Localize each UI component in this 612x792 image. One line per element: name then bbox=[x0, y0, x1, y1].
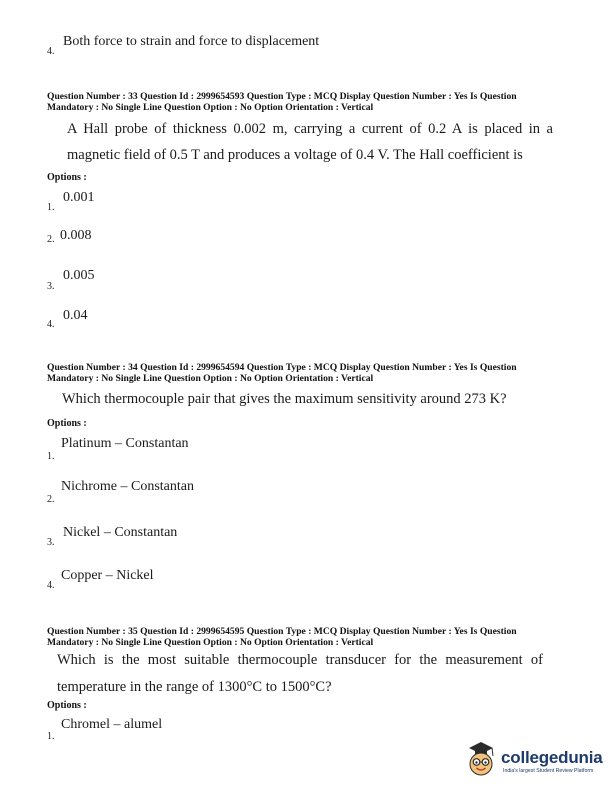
question-33-option-1-text: 0.001 bbox=[63, 190, 95, 205]
question-34-option-1-number: 1. bbox=[47, 451, 55, 462]
question-34-meta: Question Number : 34 Question Id : 2999654594 Question Type : MCQ Display Question Number : Yes Is Question Mandatory : No Single Line Question Option : No Option Orientation : Vertical bbox=[47, 362, 517, 384]
brand-name: collegedunia bbox=[501, 748, 603, 767]
question-34-option-3-number: 3. bbox=[47, 537, 55, 548]
prev-option-4-number: 4. bbox=[47, 46, 55, 57]
question-34-option-2-text: Nichrome – Constantan bbox=[61, 479, 194, 494]
question-33-option-2-number: 2. bbox=[47, 234, 55, 245]
question-33-option-4-text: 0.04 bbox=[63, 308, 88, 323]
question-33-options-label: Options : bbox=[47, 172, 87, 183]
question-35-options-label: Options : bbox=[47, 700, 87, 711]
question-33-option-1-number: 1. bbox=[47, 202, 55, 213]
mascot-icon bbox=[463, 739, 499, 779]
question-33-text-line2: magnetic field of 0.5 T and produces a voltage of 0.4 V. The Hall coefficient is bbox=[67, 147, 523, 163]
question-35-meta: Question Number : 35 Question Id : 2999654595 Question Type : MCQ Display Question Number : Yes Is Question Mandatory : No Single Line Question Option : No Option Orientation : Vertical bbox=[47, 626, 517, 648]
question-33-meta: Question Number : 33 Question Id : 2999654593 Question Type : MCQ Display Question Number : Yes Is Question Mandatory : No Single Line Question Option : No Option Orientation : Vertical bbox=[47, 91, 517, 113]
question-34-option-4-text: Copper – Nickel bbox=[61, 568, 154, 583]
question-34-option-1-text: Platinum – Constantan bbox=[61, 436, 189, 451]
question-34-option-4-number: 4. bbox=[47, 580, 55, 591]
question-33-option-4-number: 4. bbox=[47, 319, 55, 330]
question-33-text-line1: A Hall probe of thickness 0.002 m, carrying a current of 0.2 A is placed in a bbox=[67, 121, 553, 137]
question-35-text-line2: temperature in the range of 1300°C to 1500°C? bbox=[57, 679, 332, 695]
prev-option-4-text: Both force to strain and force to displacement bbox=[63, 34, 320, 49]
question-34-option-3-text: Nickel – Constantan bbox=[63, 525, 178, 540]
question-34-options-label: Options : bbox=[47, 418, 87, 429]
question-33-option-3-text: 0.005 bbox=[63, 268, 95, 283]
question-35-option-1-text: Chromel – alumel bbox=[61, 717, 163, 732]
collegedunia-watermark bbox=[463, 735, 603, 783]
question-34-text: Which thermocouple pair that gives the maximum sensitivity around 273 K? bbox=[62, 391, 507, 407]
question-33-option-2-text: 0.008 bbox=[60, 228, 92, 243]
question-35-text-line1: Which is the most suitable thermocouple transducer for the measurement of bbox=[57, 652, 543, 668]
question-34-option-2-number: 2. bbox=[47, 494, 55, 505]
brand-tagline: India's largest Student Review Platform bbox=[503, 768, 594, 774]
question-35-option-1-number: 1. bbox=[47, 731, 55, 742]
question-33-option-3-number: 3. bbox=[47, 281, 55, 292]
